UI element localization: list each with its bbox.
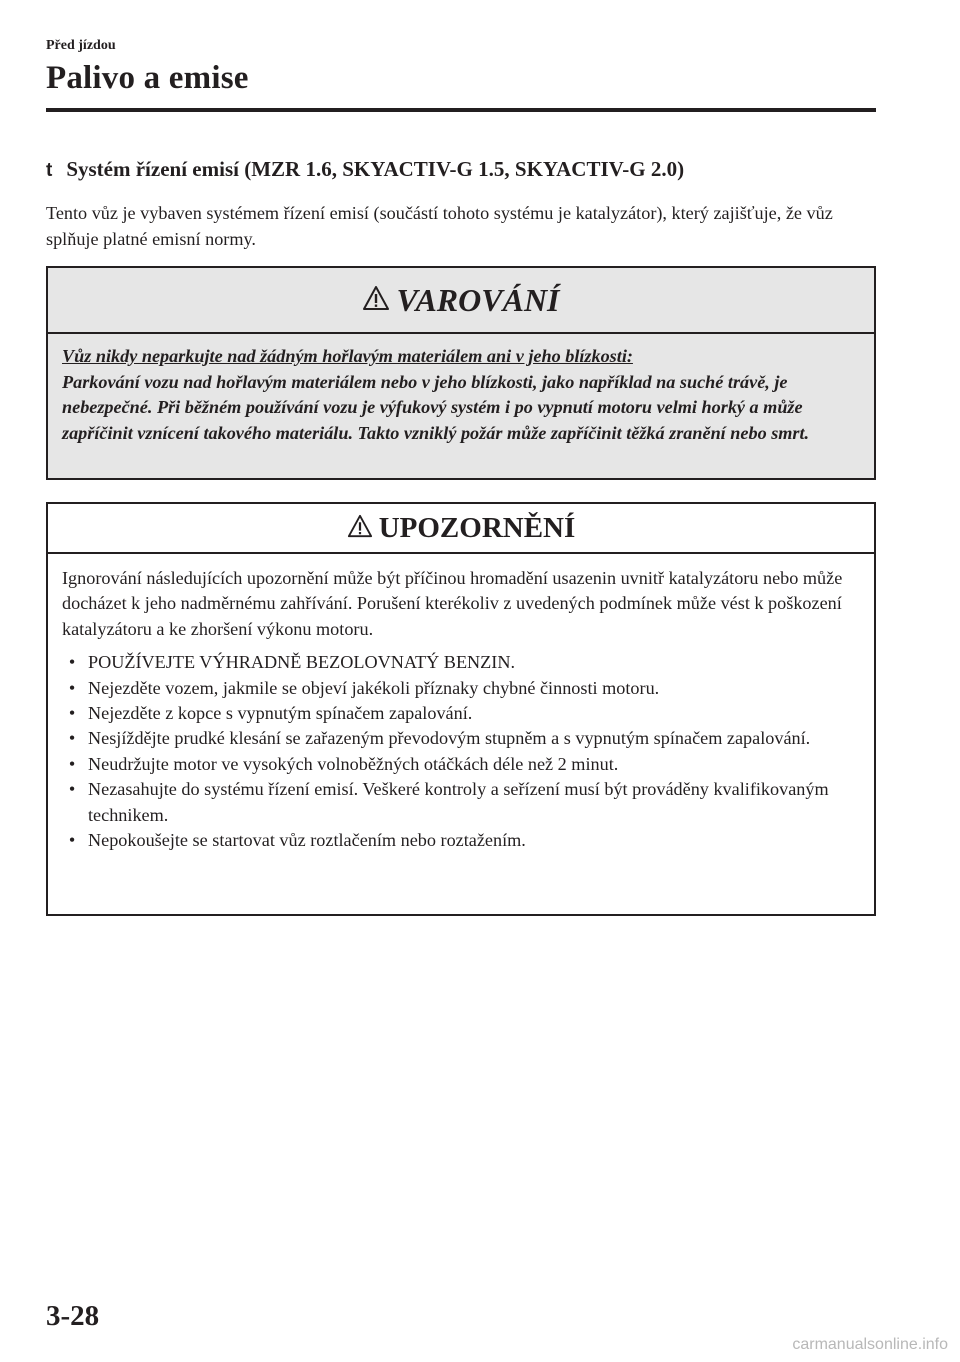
list-item: • Nepokoušejte se startovat vůz roztlačením nebo roztažením. [62,828,860,853]
warning-text: Parkování vozu nad hořlavým materiálem nebo v jeho blízkosti, jako například na suché trávě, je nebezpečné. Při běžném používání vozu je výfukový systém i po vypnutí motoru velmi horký a může zapříčinit vznícení takového materiálu. Takto vzniklý požár může zapříčinit těžká zranění nebo smrt. [62,371,810,443]
caution-box [46,502,876,916]
caution-text: Ignorování následujících upozornění může být příčinou hromadění usazenin uvnitř katalyzátoru nebo může docházet k jeho nadměrnému zahřívání. Porušení kterékoliv z uvedených podmínek může vést k poškození katalyzátoru a ke zhoršení výkonu motoru. [62,568,843,639]
warning-title: VAROVÁNÍ [396,281,560,318]
page-number: 3-28 [46,1300,100,1332]
caution-header [48,504,874,554]
bullet: • [68,728,76,749]
bullet: • [68,703,76,724]
warning-triangle-icon [347,513,373,544]
caution-list [62,650,860,853]
warning-triangle-icon [362,284,390,317]
warning-header [48,268,874,334]
warning-body [48,334,874,446]
bullet: • [68,779,76,800]
list-item: • Nezasahujte do systému řízení emisí. Veškeré kontroly a seřízení musí být prováděny kvalifikovaným technikem. [62,777,860,828]
bullet: • [68,677,76,698]
section-intro: Tento vůz je vybaven systémem řízení emisí (součástí tohoto systému je katalyzátor), který zajišťuje, že vůz splňuje platné emisní normy. [46,203,833,249]
list-item: • Nesjíždějte prudké klesání se zařazeným převodovým stupněm a s vypnutým spínačem zapalování. [62,726,860,751]
page-title: Palivo a emise [46,60,249,96]
bullet: • [68,652,76,673]
section-heading-text: Systém řízení emisí (MZR 1.6, SKYACTIV-G 1.5, SKYACTIV-G 2.0) [66,157,685,181]
warning-lead: Vůz nikdy neparkujte nad žádným hořlavým materiálem ani v jeho blízkosti: [62,346,633,366]
title-rule [46,108,876,112]
warning-box [46,266,876,480]
list-item: • Nejezděte vozem, jakmile se objeví jakékoli příznaky chybné činnosti motoru. [62,676,860,701]
list-item: • Neudržujte motor ve vysokých volnoběžných otáčkách déle než 2 minut. [62,752,860,777]
bullet: • [68,753,76,774]
list-item: • Nejezděte z kopce s vypnutým spínačem zapalování. [62,701,860,726]
caution-body [48,554,874,853]
chapter-label: Před jízdou [46,38,116,53]
bullet: • [68,830,76,851]
watermark: carmanualsonline.info [792,1336,948,1353]
section-heading [46,157,684,182]
section-marker: t [46,160,53,181]
caution-title: UPOZORNĚNÍ [378,511,576,544]
list-item: • POUŽÍVEJTE VÝHRADNĚ BEZOLOVNATÝ BENZIN. [62,650,860,675]
